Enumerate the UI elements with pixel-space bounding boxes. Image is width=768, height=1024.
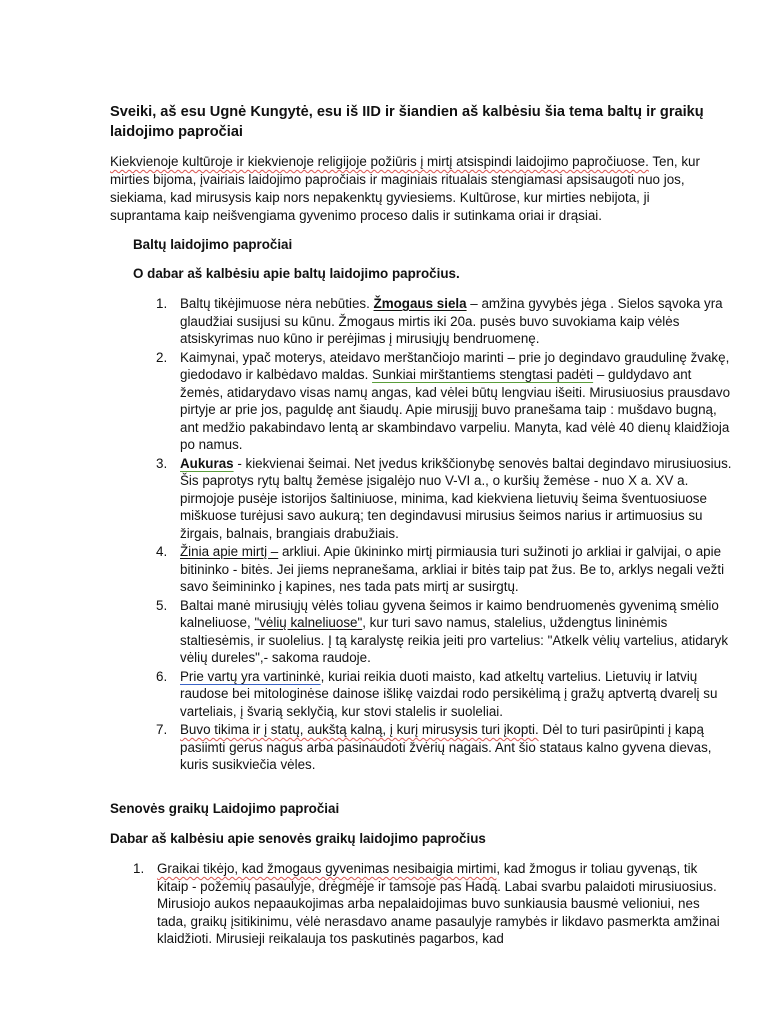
greek-heading: Senovės graikų Laidojimo papročiai <box>110 801 340 816</box>
baltic-subheading: O dabar aš kalbėsiu apie baltų laidojimo papročius. <box>133 266 460 281</box>
baltic-heading: Baltų laidojimo papročiai <box>133 237 293 252</box>
list-number: 2. <box>156 349 168 365</box>
item-text-rest: , kad žmogus ir toliau gyvenąs, tik kitaip - požemių pasaulyje, drėgmėje ir tamsoje pas Hadą. Labai svarbu palaidoti mirusiuosius. Mirusiojo aukos nepaaukojimas arba nepalaidojimas buvo sunkiausia bausmė velioniui, nes tada, graikų įsitikinimu, vėlė nerasdavo aname pasaulyje ramybės ir likdavo pasmerkta amžinai klaidžioti. Mirusieji reikalauja tos paskutinės pagarbos, kad <box>157 861 720 946</box>
item-text-rest: - kiekvienai šeimai. Net įvedus krikščionybę senovės baltai degindavo mirusiuosius. Šis paprotys rytų baltų žemėse įsigalėjo nuo V-VI a., o kuršių žemėse - nuo X a. XV a. pirmojoje pusėje istorijos šaltiniuose, minima, kad kiekviena lietuvių šeima šventuosiuose miškuose turėjusi savo aukurą; ten degindavusi mirusius šeimos narius ir artimuosius su žirgais, balnais, brangiais drabužiais. <box>180 455 732 541</box>
list-item <box>156 543 732 596</box>
item-text-rest: Dėl to turi pasirūpinti į kapą pasiimti gerus nagus arba pasinaudoti žvėrių nagais. Ant šio stataus kalno gyvena dievas, kuris susikviečia vėles. <box>180 722 712 772</box>
item-text-rest: , kuriai reikia duoti maisto, kad atkeltų vartelius. Lietuvių ir latvių raudose bei mitologinėse dainose išlikę vaizdai rodo persikėlimą į gražų aptvertą dvarelį su varteliais, į švarią seklyčią, kur stovi stalelis ir suoleliai. <box>180 668 718 719</box>
list-item <box>133 860 732 948</box>
greek-subheading: Dabar aš kalbėsiu apie senovės graikų laidojimo papročius <box>110 831 486 846</box>
item-text-rest: – guldydavo ant žemės, atidarydavo visas namų angas, kad vėlei būtų lengviau išeiti. Mirusiuosius prausdavo pirtyje ar prie jos, paguldę ant šiaudų. Apie mirusįjį buvo pranešama taip : mušdavo bugną, ant medžio pakabindavo lentą ar skambindavo varpeliu. Manyta, kad vėlė 40 dienų klaidžioja po namus. <box>180 367 731 452</box>
list-number: 5. <box>156 597 168 613</box>
item-key-phrase: Prie vartų yra vartininkė <box>180 668 321 684</box>
item-key-phrase: Žinia apie mirtį – <box>180 544 279 559</box>
item-text: Baltai manė mirusiųjų vėlės toliau gyvena šeimos ir kaimo bendruomenės gyvenimą smėlio kalneliuose, <box>180 597 719 630</box>
intro-sentence-rest: Ten, kur mirties bijoma, įvairiais laidojimo papročiais ir maginiais ritualais stengiamasi apsisaugoti nuo jos, siekiama, kad mirusysis kaip nors nepakenktų gyviesiems. Kultūrose, kur mirties nebijota, ji suprantama kaip neišvengiama gyvenimo proceso dalis ir sutinkama oriai ir drąsiai. <box>110 154 700 223</box>
list-number: 3. <box>156 455 168 471</box>
list-item <box>156 349 732 454</box>
list-number: 6. <box>156 668 168 684</box>
list-number: 4. <box>156 544 168 559</box>
list-item <box>156 721 732 774</box>
item-key-phrase: Sunkiai mirštantiems stengtasi padėti <box>372 367 594 382</box>
item-text: Baltų tikėjimuose nėra nebūties. <box>180 296 374 311</box>
list-item <box>156 597 732 667</box>
list-item <box>156 455 732 543</box>
item-text-rest: , kur turi savo namus, stalelius, uždengtus lininėmis staltiesėmis, ir suolelius. Į tą karalystę reikia jeiti pro vartelius: "Atkelk vėlių vartelius, atidaryk vėlių dureles",- sakoma raudoje. <box>180 615 729 665</box>
item-text-rest: arkliui. Apie ūkininko mirtį pirmiausia turi sužinoti jo arkliai ir galvijai, o apie bitininko - bitės. Jei jiems nepranešama, arkliai ir bitės taip pat žus. Be to, arklys negali vežti savo šeimininko į kapines, nes tada pats mirtį ar susirgtų. <box>180 544 725 594</box>
item-text: Kaimynai, ypač moterys, ateidavo merštančiojo marinti – prie jo degindavo graudulinę žvakę, giedodavo ir kalbėdavo maldas. <box>180 349 730 382</box>
document-title: Sveiki, aš esu Ugnė Kungytė, esu iš IID ir šiandien aš kalbėsiu šia tema baltų ir graikų laidojimo papročiai <box>110 104 704 140</box>
list-number: 1. <box>133 861 145 876</box>
list-item <box>156 295 732 348</box>
greek-list <box>133 860 732 949</box>
list-item <box>156 668 732 721</box>
item-key-phrase: "vėlių kalneliuose" <box>254 615 363 630</box>
item-key-phrase: Aukuras <box>180 455 234 471</box>
list-number: 7. <box>156 722 168 737</box>
item-text-rest: – amžina gyvybės jėga . Sielos sąvoka yra glaudžiai susijusi su kūnu. Žmogaus mirtis iki 20a. pusės buvo suvokiama kaip vėlės atsiskyrimas nuo kūno ir perėjimas į mirusiųjų bendruomenę. <box>180 296 723 346</box>
intro-paragraph <box>110 153 722 225</box>
baltic-list <box>156 295 732 775</box>
item-key-phrase: Graikai tikėjo, kad žmogaus gyvenimas nesibaigia mirtimi <box>157 861 497 876</box>
list-number: 1. <box>156 296 168 311</box>
item-key-phrase: Žmogaus siela <box>373 296 467 311</box>
intro-sentence-1: Kiekvienoje kultūroje ir kiekvienoje religijoje požiūris į mirtį atsispindi laidojimo papročiuose. <box>110 154 649 169</box>
item-key-phrase: Buvo tikima ir į statų, aukštą kalną, į kurį mirusysis turi įkopti. <box>180 722 539 737</box>
